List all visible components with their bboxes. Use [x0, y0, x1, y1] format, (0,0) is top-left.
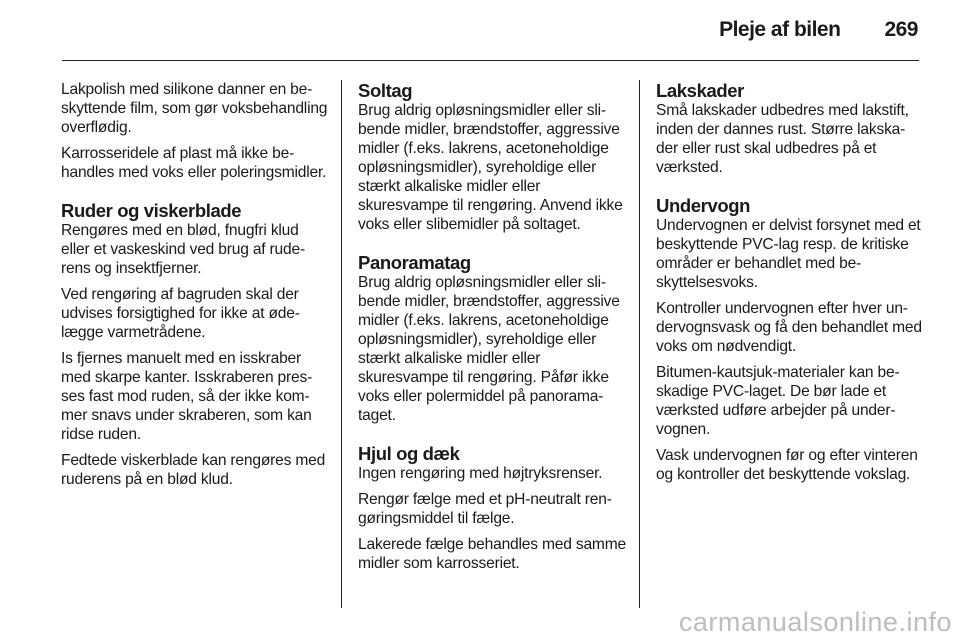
paragraph: Ingen rengøring med højtryksrenser. — [358, 465, 603, 482]
paragraph: Fedtede viskerblade kan rengøres med ruderens på en blød klud. — [61, 452, 326, 488]
paragraph: Brug aldrig opløsningsmidler eller slibende midler, brændstoffer, aggressive midler (f.eks. lakrens, acetoneholdige opløsningsmidler), syreholdige eller stærkt alkaliske midler eller skuresvampe til rengøring. Anvend ikke voks eller slibemidler på soltaget. — [358, 102, 623, 233]
paragraph: Is fjernes manuelt med en isskraber med skarpe kanter. Isskraberen presses fast mod ruden, så der ikke kommer snavs under skraberen, som kan ridse ruden. — [61, 350, 313, 443]
paragraph: Små lakskader udbedres med lakstift, inden der dannes rust. Større lakskader eller rust skal udbedres på et værksted. — [656, 102, 909, 176]
section-title: Pleje af bilen — [719, 18, 841, 41]
heading-panoramatag: Panoramatag — [358, 252, 471, 273]
watermark: carmanualsonline.info — [678, 607, 952, 637]
column-2 — [358, 80, 628, 580]
heading-lakskader: Lakskader — [656, 80, 744, 101]
page-header — [719, 18, 918, 42]
column-3 — [656, 80, 922, 491]
heading-ruder-og-viskerblade: Ruder og viskerblade — [61, 200, 242, 221]
paragraph: Rengør fælge med et pH-neutralt rengøringsmiddel til fælge. — [358, 491, 612, 527]
page-number: 269 — [884, 18, 918, 41]
paragraph: Karrosseridele af plast må ikke behandles med voks eller poleringsmidler. — [61, 145, 327, 181]
column-divider — [639, 80, 640, 608]
header-rule — [62, 60, 919, 61]
heading-hjul-og-daek: Hjul og dæk — [358, 443, 460, 464]
paragraph: Kontroller undervognen efter hver undervognsvask og få den behandlet med voks om nødvendigt. — [656, 300, 922, 355]
heading-undervogn: Undervogn — [656, 195, 751, 216]
paragraph: Rengøres med en blød, fnugfri klud eller et vaskeskind ved brug af ruderens og insektfjerner. — [61, 222, 306, 277]
column-1 — [61, 80, 329, 496]
paragraph: Bitumen-kautsjuk-materialer kan beskadige PVC-laget. De bør lade et værksted udføre arbejder på undervognen. — [656, 364, 900, 438]
paragraph: Lakpolish med silikone danner en beskyttende film, som gør voksbehandling overflødig. — [61, 81, 328, 136]
heading-soltag: Soltag — [358, 80, 413, 101]
paragraph: Vask undervognen før og efter vinteren og kontroller det beskyttende vokslag. — [656, 447, 918, 483]
paragraph: Lakerede fælge behandles med samme midler som karrosseriet. — [358, 536, 626, 572]
paragraph: Brug aldrig opløsningsmidler eller slibende midler, brændstoffer, aggressive midler (f.eks. lakrens, acetoneholdige opløsningsmidler), syreholdige eller stærkt alkaliske midler eller skuresvampe til rengøring. Påfør ikke voks eller polermiddel på panoramataget. — [358, 274, 620, 424]
paragraph: Undervognen er delvist forsynet med et beskyttende PVC-lag resp. de kritiske områder er behandlet med beskyttelsesvoks. — [656, 217, 921, 291]
column-divider — [341, 80, 342, 608]
paragraph: Ved rengøring af bagruden skal der udvises forsigtighed for ikke at ødelægge varmetrådene. — [61, 286, 300, 341]
